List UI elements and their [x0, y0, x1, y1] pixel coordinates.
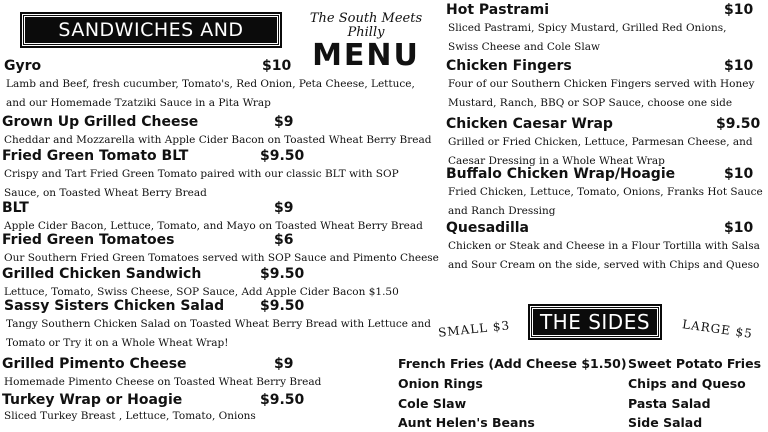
- item-desc-line: Lamb and Beef, fresh cucumber, Tomato's, Red Onion, Peta Cheese, Lettuce,: [6, 78, 415, 90]
- item-price: $9: [274, 114, 294, 130]
- item-desc-line: Four of our Southern Chicken Fingers served with Honey: [448, 78, 755, 90]
- side-cole-slaw: Cole Slaw: [398, 396, 467, 411]
- item-price: $9.50: [260, 298, 305, 314]
- item-name: Quesadilla: [446, 220, 530, 236]
- item-name: Fried Green Tomato BLT: [2, 148, 189, 164]
- item-name: Buffalo Chicken Wrap/Hoagie: [446, 166, 676, 182]
- item-price: $9.50: [260, 266, 305, 282]
- item-desc-line: Sliced Pastrami, Spicy Mustard, Grilled Red Onions,: [448, 22, 727, 34]
- item-name: Grilled Pimento Cheese: [2, 356, 187, 372]
- item-price: $10: [724, 58, 754, 74]
- item-desc-line: Sauce, on Toasted Wheat Berry Bread: [4, 187, 207, 199]
- item-price: $10: [724, 2, 754, 18]
- item-name: Fried Green Tomatoes: [2, 232, 175, 248]
- item-desc-line: Apple Cider Bacon, Lettuce, Tomato, and Mayo on Toasted Wheat Berry Bread: [4, 220, 423, 232]
- side-aunt-helens-beans: Aunt Helen's Beans: [398, 415, 535, 430]
- item-desc-line: Tangy Southern Chicken Salad on Toasted Wheat Berry Bread with Lettuce and: [6, 318, 432, 330]
- item-desc-line: Sliced Turkey Breast , Lettuce, Tomato, Onions: [4, 410, 256, 422]
- menu-logo: [292, 11, 440, 73]
- side-french-fries: French Fries (Add Cheese $1.50): [398, 356, 627, 371]
- sandwiches-banner: SANDWICHES AND STUFF: [22, 14, 280, 46]
- item-name: Grown Up Grilled Cheese: [2, 114, 199, 130]
- item-price: $6: [274, 232, 294, 248]
- item-desc-line: Crispy and Tart Fried Green Tomato paired with our classic BLT with SOP: [4, 168, 399, 180]
- item-price: $9: [274, 356, 294, 372]
- item-name: Gyro: [4, 58, 42, 74]
- item-desc-line: Homemade Pimento Cheese on Toasted Wheat Berry Bread: [4, 376, 322, 388]
- side-onion-rings: Onion Rings: [398, 376, 483, 391]
- item-price: $10: [724, 220, 754, 236]
- item-price: $10: [724, 166, 754, 182]
- item-price: $9: [274, 200, 294, 216]
- side-salad: Side Salad: [628, 415, 703, 430]
- side-chips-and-queso: Chips and Queso: [628, 376, 746, 391]
- item-desc-line: Lettuce, Tomato, Swiss Cheese, SOP Sauce, Add Apple Cider Bacon $1.50: [4, 286, 399, 298]
- item-desc-line: and our Homemade Tzatziki Sauce in a Pita Wrap: [6, 97, 271, 109]
- side-sweet-potato-fries: Sweet Potato Fries: [628, 356, 762, 371]
- item-name: BLT: [2, 200, 29, 216]
- item-price: $9.50: [260, 148, 305, 164]
- item-desc-line: Cheddar and Mozzarella with Apple Cider Bacon on Toasted Wheat Berry Bread: [4, 134, 432, 146]
- item-price: $10: [262, 58, 292, 74]
- item-price: $9.50: [260, 392, 305, 408]
- item-desc-line: Grilled or Fried Chicken, Lettuce, Parmesan Cheese, and: [448, 136, 753, 148]
- item-desc-line: Fried Chicken, Lettuce, Tomato, Onions, Franks Hot Sauce: [448, 186, 763, 198]
- item-desc-line: Swiss Cheese and Cole Slaw: [448, 41, 600, 53]
- item-name: Turkey Wrap or Hoagie: [2, 392, 183, 408]
- item-price: $9.50: [716, 116, 761, 132]
- item-name: Sassy Sisters Chicken Salad: [4, 298, 225, 314]
- item-name: Grilled Chicken Sandwich: [2, 266, 202, 282]
- logo-menu: MENU: [312, 38, 420, 73]
- item-desc-line: Chicken or Steak and Cheese in a Flour Tortilla with Salsa: [448, 240, 760, 252]
- logo-tagline: The South Meets Philly: [309, 11, 423, 40]
- side-pasta-salad: Pasta Salad: [628, 396, 711, 411]
- small-size-label: SMALL $3: [437, 318, 511, 340]
- item-name: Hot Pastrami: [446, 2, 549, 18]
- large-size-label: LARGE $5: [681, 317, 754, 341]
- sides-banner: THE SIDES: [530, 306, 660, 338]
- item-desc-line: Mustard, Ranch, BBQ or SOP Sauce, choose one side: [448, 97, 733, 109]
- item-desc-line: Tomato or Try it on a Whole Wheat Wrap!: [6, 337, 229, 349]
- item-desc-line: and Sour Cream on the side, served with Chips and Queso: [448, 259, 760, 271]
- item-desc-line: Our Southern Fried Green Tomatoes served with SOP Sauce and Pimento Cheese: [4, 252, 439, 264]
- item-desc-line: Caesar Dressing in a Whole Wheat Wrap: [448, 155, 665, 167]
- item-desc-line: and Ranch Dressing: [448, 205, 556, 217]
- item-name: Chicken Fingers: [446, 58, 572, 74]
- item-name: Chicken Caesar Wrap: [446, 116, 613, 132]
